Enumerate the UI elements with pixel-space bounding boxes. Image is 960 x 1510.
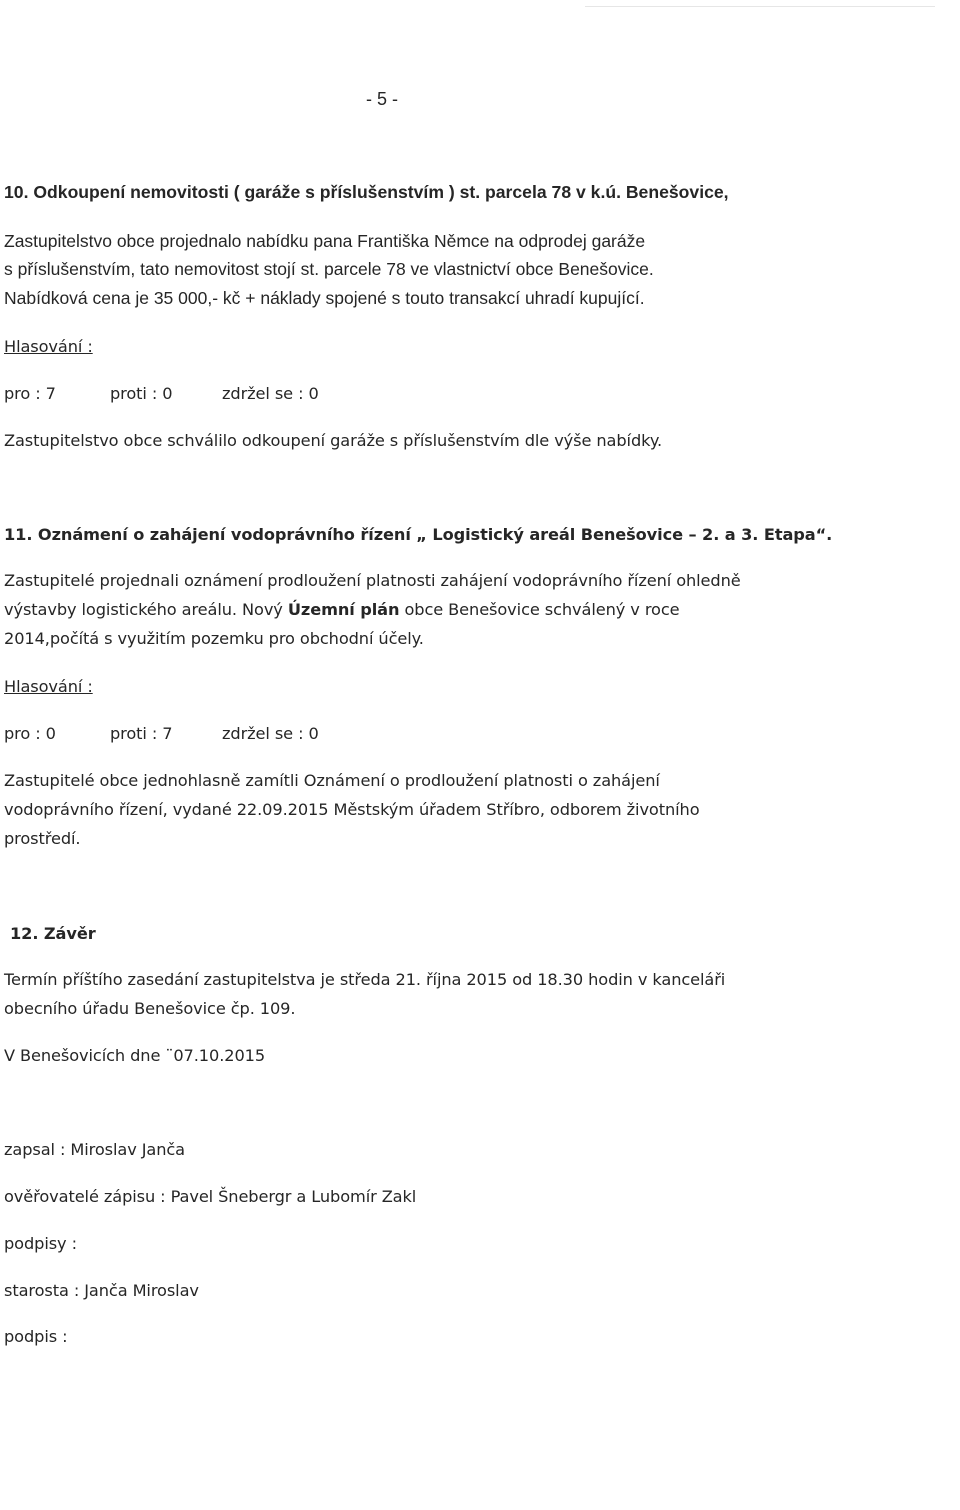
section-10-voting-label: Hlasování : bbox=[4, 337, 93, 356]
section-10-line-3: Nabídková cena je 35 000,- kč + náklady spojené s touto transakcí uhradí kupující. bbox=[4, 288, 645, 308]
recorded-by: zapsal : Miroslav Janča bbox=[4, 1140, 186, 1159]
section-11-resolution-line-2: vodoprávního řízení, vydané 22.09.2015 Městským úřadem Stříbro, odborem životního bbox=[4, 800, 700, 819]
vote-pro: pro : 0 bbox=[4, 724, 56, 743]
vote-proti: proti : 0 bbox=[110, 384, 173, 403]
line-2-part-c: obce Benešovice schválený v roce bbox=[399, 600, 680, 619]
section-10-vote-row bbox=[4, 383, 319, 405]
line-2-part-a: výstavby logistického areálu. Nový bbox=[4, 600, 288, 619]
section-12-line-1: Termín příštího zasedání zastupitelstva je středa 21. října 2015 od 18.30 hodin v kanceláři bbox=[4, 970, 726, 989]
signature-label: podpis : bbox=[4, 1327, 68, 1346]
section-12-heading: 12. Závěr bbox=[10, 924, 96, 943]
page-number: - 5 - bbox=[366, 89, 399, 109]
section-11-resolution-line-1: Zastupitelé obce jednohlasně zamítli Oznámení o prodloužení platnosti o zahájení bbox=[4, 771, 660, 790]
section-10-line-1: Zastupitelstvo obce projednalo nabídku pana Františka Němce na odprodej garáže bbox=[4, 231, 646, 251]
vote-zdrzel: zdržel se : 0 bbox=[222, 384, 319, 403]
place-and-date: V Benešovicích dne ¨07.10.2015 bbox=[4, 1046, 266, 1065]
section-11-line-1: Zastupitelé projednali oznámení prodloužení platnosti zahájení vodoprávního řízení ohledně bbox=[4, 571, 741, 590]
vote-proti: proti : 7 bbox=[110, 724, 173, 743]
verifiers: ověřovatelé zápisu : Pavel Šnebergr a Lubomír Zakl bbox=[4, 1187, 417, 1206]
uzemni-plan-bold: Územní plán bbox=[287, 600, 400, 619]
section-11-line-2 bbox=[4, 599, 680, 621]
section-11-vote-row bbox=[4, 723, 319, 745]
section-11-voting-label: Hlasování : bbox=[4, 677, 93, 696]
signatures-label: podpisy : bbox=[4, 1234, 77, 1253]
section-10-heading: 10. Odkoupení nemovitosti ( garáže s příslušenstvím ) st. parcela 78 v k.ú. Benešovice, bbox=[4, 182, 729, 202]
vote-zdrzel: zdržel se : 0 bbox=[222, 724, 319, 743]
section-11-heading: 11. Oznámení o zahájení vodoprávního řízení „ Logistický areál Benešovice – 2. a 3. Etapa“. bbox=[4, 525, 833, 544]
section-10-resolution: Zastupitelstvo obce schválilo odkoupení garáže s příslušenstvím dle výše nabídky. bbox=[4, 431, 663, 450]
vote-pro: pro : 7 bbox=[4, 384, 56, 403]
mayor: starosta : Janča Miroslav bbox=[4, 1281, 199, 1300]
section-11-resolution-line-3: prostředí. bbox=[4, 829, 81, 848]
section-11-line-3: 2014,počítá s využitím pozemku pro obchodní účely. bbox=[4, 629, 424, 648]
section-12-line-2: obecního úřadu Benešovice čp. 109. bbox=[4, 999, 296, 1018]
scan-edge-line bbox=[585, 6, 935, 7]
section-10-line-2: s příslušenstvím, tato nemovitost stojí st. parcele 78 ve vlastnictví obce Benešovice. bbox=[4, 259, 654, 279]
